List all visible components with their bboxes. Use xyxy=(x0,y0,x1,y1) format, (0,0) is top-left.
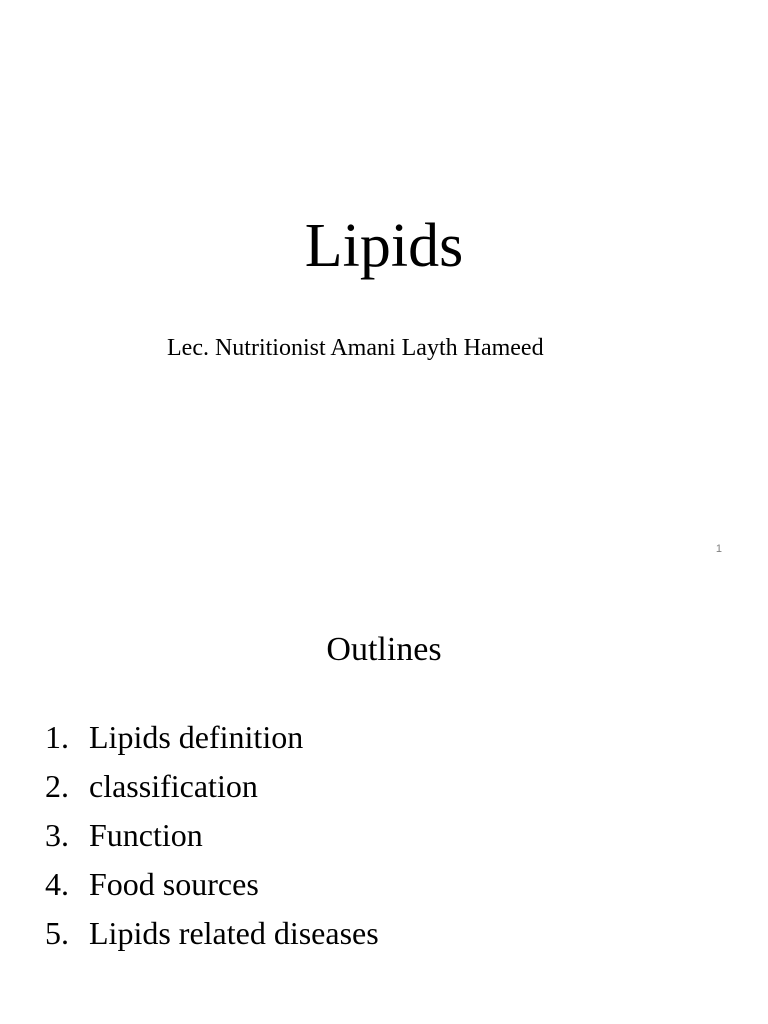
outline-list xyxy=(45,713,379,958)
list-item xyxy=(45,860,379,909)
list-item-number: 5. xyxy=(45,915,69,951)
list-item xyxy=(45,909,379,958)
list-item-number: 2. xyxy=(45,768,69,804)
slide-title: Lipids xyxy=(304,212,464,280)
list-item-text: Lipids related diseases xyxy=(89,915,379,951)
list-item xyxy=(45,811,379,860)
lecturer-subtitle: Lec. Nutritionist Amani Layth Hameed xyxy=(167,335,544,361)
list-item-number: 1. xyxy=(45,719,69,755)
list-item-text: classification xyxy=(89,768,258,804)
outline-title: Outlines xyxy=(326,631,442,668)
list-item-number: 4. xyxy=(45,866,69,902)
list-item-text: Food sources xyxy=(89,866,259,902)
page-number: 1 xyxy=(715,543,722,555)
list-item xyxy=(45,713,379,762)
list-item xyxy=(45,762,379,811)
list-item-text: Lipids definition xyxy=(89,719,304,755)
outline-slide xyxy=(0,576,768,1024)
list-item-number: 3. xyxy=(45,817,69,853)
list-item-text: Function xyxy=(89,817,203,853)
